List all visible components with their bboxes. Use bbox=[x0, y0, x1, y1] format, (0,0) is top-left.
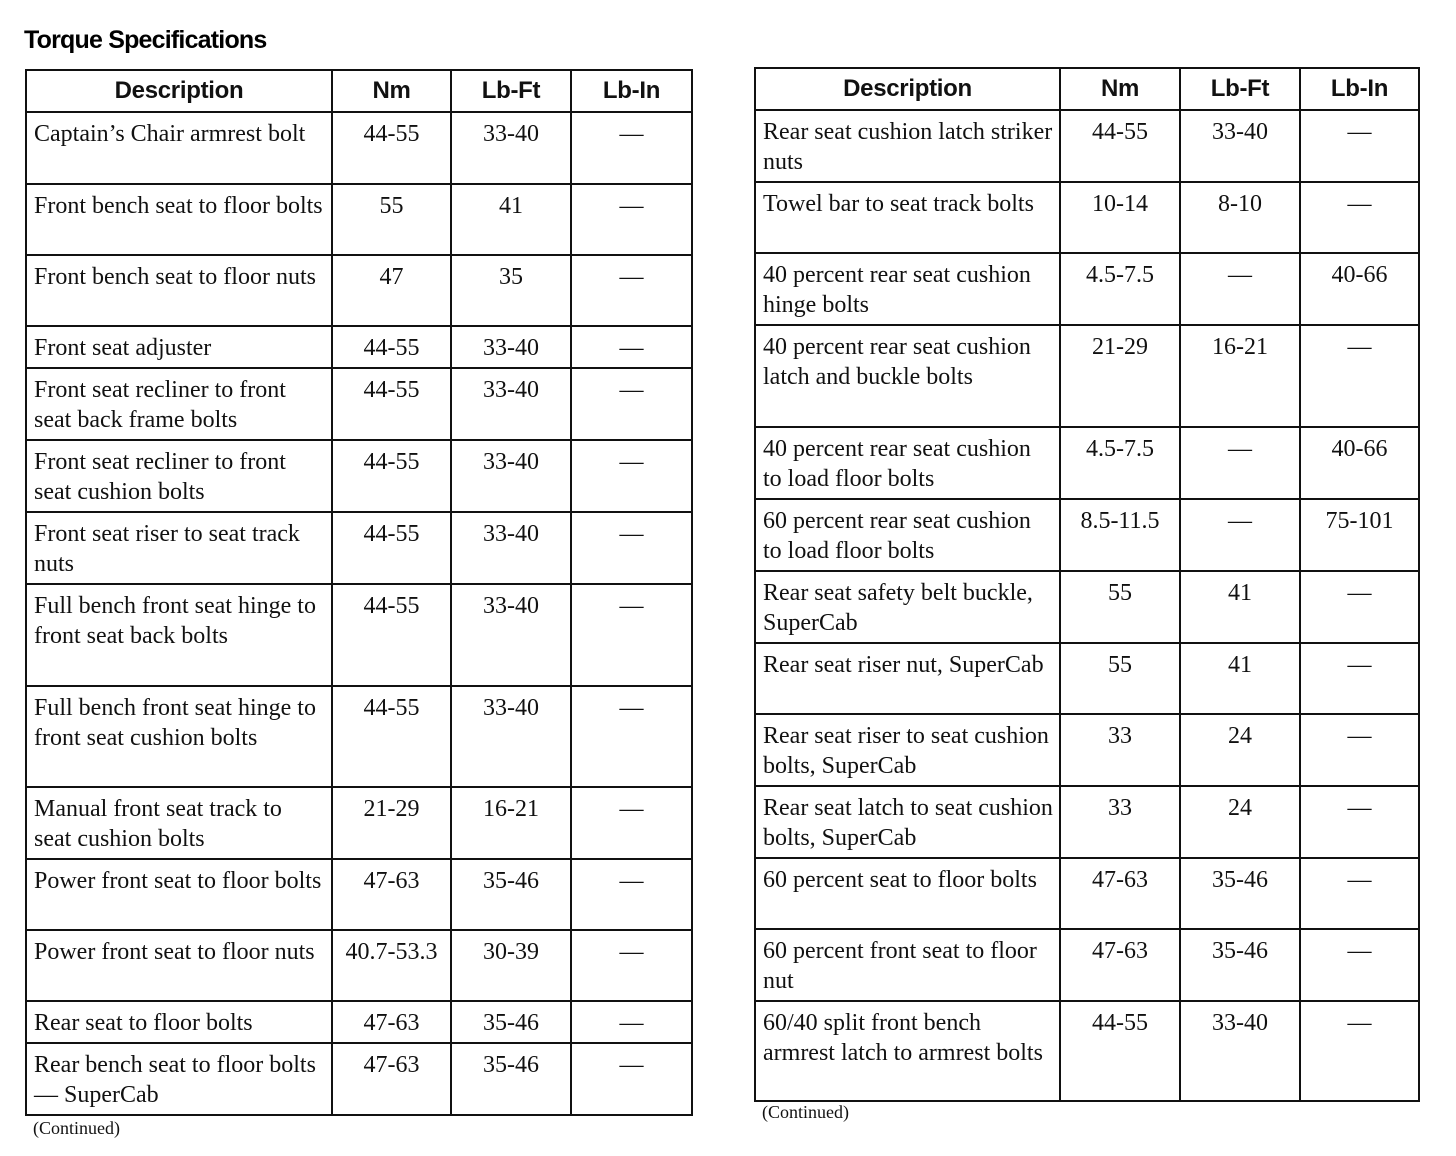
table-row bbox=[755, 858, 1419, 929]
page-title: Torque Specifications bbox=[24, 26, 267, 54]
lbft-cell: 16-21 bbox=[1180, 325, 1300, 427]
description-cell: Towel bar to seat track bolts bbox=[755, 182, 1060, 253]
lbin-cell: — bbox=[571, 686, 692, 787]
torque-table-left bbox=[25, 69, 693, 1116]
description-cell: 40 percent rear seat cushion hinge bolts bbox=[755, 253, 1060, 325]
table-header-row bbox=[755, 68, 1419, 110]
column-header-nm: Nm bbox=[332, 70, 451, 112]
description-cell: Front seat recliner to front seat back frame bolts bbox=[26, 368, 332, 440]
table-row bbox=[755, 253, 1419, 325]
table-row bbox=[755, 182, 1419, 253]
nm-cell: 10-14 bbox=[1060, 182, 1180, 253]
nm-cell: 47 bbox=[332, 255, 451, 326]
table-row bbox=[26, 440, 692, 512]
description-cell: Rear seat safety belt buckle, SuperCab bbox=[755, 571, 1060, 643]
nm-cell: 44-55 bbox=[332, 686, 451, 787]
nm-cell: 44-55 bbox=[332, 326, 451, 368]
nm-cell: 40.7-53.3 bbox=[332, 930, 451, 1001]
lbin-cell: — bbox=[1300, 643, 1419, 714]
lbft-cell: 35-46 bbox=[451, 1043, 571, 1115]
nm-cell: 47-63 bbox=[1060, 929, 1180, 1001]
nm-cell: 55 bbox=[332, 184, 451, 255]
table-row bbox=[26, 930, 692, 1001]
nm-cell: 55 bbox=[1060, 571, 1180, 643]
nm-cell: 33 bbox=[1060, 786, 1180, 858]
lbft-cell: 35-46 bbox=[451, 1001, 571, 1043]
column-header-lbin: Lb-In bbox=[1300, 68, 1419, 110]
table-row bbox=[26, 1001, 692, 1043]
lbft-cell: 16-21 bbox=[451, 787, 571, 859]
lbin-cell: — bbox=[1300, 714, 1419, 786]
column-header-nm: Nm bbox=[1060, 68, 1180, 110]
description-cell: Front bench seat to floor nuts bbox=[26, 255, 332, 326]
lbin-cell: — bbox=[571, 584, 692, 686]
lbin-cell: — bbox=[1300, 571, 1419, 643]
lbft-cell: 24 bbox=[1180, 786, 1300, 858]
lbft-cell: — bbox=[1180, 253, 1300, 325]
description-cell: Front seat adjuster bbox=[26, 326, 332, 368]
lbft-cell: 35 bbox=[451, 255, 571, 326]
nm-cell: 4.5-7.5 bbox=[1060, 253, 1180, 325]
lbin-cell: — bbox=[571, 1001, 692, 1043]
continued-note-left: (Continued) bbox=[33, 1118, 120, 1138]
table-row bbox=[26, 859, 692, 930]
lbin-cell: — bbox=[571, 930, 692, 1001]
nm-cell: 44-55 bbox=[332, 112, 451, 184]
lbft-cell: 8-10 bbox=[1180, 182, 1300, 253]
description-cell: Front bench seat to floor bolts bbox=[26, 184, 332, 255]
nm-cell: 21-29 bbox=[1060, 325, 1180, 427]
lbin-cell: — bbox=[1300, 182, 1419, 253]
column-header-lbft: Lb-Ft bbox=[451, 70, 571, 112]
lbin-cell: — bbox=[571, 512, 692, 584]
lbin-cell: — bbox=[1300, 325, 1419, 427]
lbin-cell: — bbox=[1300, 929, 1419, 1001]
lbin-cell: 40-66 bbox=[1300, 427, 1419, 499]
description-cell: Manual front seat track to seat cushion bolts bbox=[26, 787, 332, 859]
lbin-cell: — bbox=[571, 368, 692, 440]
description-cell: Front seat riser to seat track nuts bbox=[26, 512, 332, 584]
nm-cell: 47-63 bbox=[332, 1001, 451, 1043]
lbft-cell: 33-40 bbox=[451, 584, 571, 686]
lbft-cell: 30-39 bbox=[451, 930, 571, 1001]
description-cell: Captain’s Chair armrest bolt bbox=[26, 112, 332, 184]
table-row bbox=[26, 184, 692, 255]
column-header-lbin: Lb-In bbox=[571, 70, 692, 112]
table-row bbox=[755, 110, 1419, 182]
description-cell: Full bench front seat hinge to front seat back bolts bbox=[26, 584, 332, 686]
description-cell: Rear seat latch to seat cushion bolts, SuperCab bbox=[755, 786, 1060, 858]
description-cell: Rear seat riser to seat cushion bolts, SuperCab bbox=[755, 714, 1060, 786]
nm-cell: 44-55 bbox=[332, 440, 451, 512]
table-row bbox=[755, 643, 1419, 714]
lbft-cell: 33-40 bbox=[451, 440, 571, 512]
table-row bbox=[26, 255, 692, 326]
description-cell: Rear bench seat to floor bolts — SuperCab bbox=[26, 1043, 332, 1115]
table-row bbox=[755, 427, 1419, 499]
lbin-cell: — bbox=[1300, 1001, 1419, 1101]
lbin-cell: — bbox=[1300, 858, 1419, 929]
nm-cell: 33 bbox=[1060, 714, 1180, 786]
lbft-cell: 35-46 bbox=[1180, 929, 1300, 1001]
nm-cell: 44-55 bbox=[1060, 1001, 1180, 1101]
lbin-cell: — bbox=[571, 440, 692, 512]
lbin-cell: — bbox=[571, 326, 692, 368]
description-cell: Front seat recliner to front seat cushion bolts bbox=[26, 440, 332, 512]
table-row bbox=[26, 1043, 692, 1115]
table-row bbox=[26, 112, 692, 184]
table-row bbox=[755, 714, 1419, 786]
nm-cell: 47-63 bbox=[1060, 858, 1180, 929]
lbft-cell: 33-40 bbox=[1180, 1001, 1300, 1101]
nm-cell: 44-55 bbox=[332, 368, 451, 440]
lbft-cell: 35-46 bbox=[451, 859, 571, 930]
description-cell: Rear seat riser nut, SuperCab bbox=[755, 643, 1060, 714]
column-header-description: Description bbox=[755, 68, 1060, 110]
table-row bbox=[26, 512, 692, 584]
lbin-cell: 75-101 bbox=[1300, 499, 1419, 571]
lbft-cell: 33-40 bbox=[451, 686, 571, 787]
table-row bbox=[755, 325, 1419, 427]
table-row bbox=[755, 499, 1419, 571]
lbft-cell: 35-46 bbox=[1180, 858, 1300, 929]
lbin-cell: — bbox=[571, 859, 692, 930]
nm-cell: 47-63 bbox=[332, 859, 451, 930]
lbin-cell: — bbox=[571, 787, 692, 859]
lbft-cell: 33-40 bbox=[1180, 110, 1300, 182]
lbin-cell: — bbox=[1300, 110, 1419, 182]
description-cell: 60/40 split front bench armrest latch to armrest bolts bbox=[755, 1001, 1060, 1101]
lbin-cell: — bbox=[571, 255, 692, 326]
lbft-cell: — bbox=[1180, 499, 1300, 571]
table-row bbox=[755, 786, 1419, 858]
description-cell: 60 percent rear seat cushion to load floor bolts bbox=[755, 499, 1060, 571]
description-cell: 40 percent rear seat cushion latch and buckle bolts bbox=[755, 325, 1060, 427]
column-header-lbft: Lb-Ft bbox=[1180, 68, 1300, 110]
lbft-cell: 33-40 bbox=[451, 326, 571, 368]
description-cell: 60 percent seat to floor bolts bbox=[755, 858, 1060, 929]
torque-table-right bbox=[754, 67, 1420, 1102]
table-row bbox=[755, 1001, 1419, 1101]
lbft-cell: 33-40 bbox=[451, 512, 571, 584]
description-cell: Rear seat to floor bolts bbox=[26, 1001, 332, 1043]
table-row bbox=[755, 571, 1419, 643]
description-cell: Full bench front seat hinge to front seat cushion bolts bbox=[26, 686, 332, 787]
lbft-cell: 24 bbox=[1180, 714, 1300, 786]
column-header-description: Description bbox=[26, 70, 332, 112]
lbft-cell: — bbox=[1180, 427, 1300, 499]
lbin-cell: 40-66 bbox=[1300, 253, 1419, 325]
nm-cell: 4.5-7.5 bbox=[1060, 427, 1180, 499]
table-row bbox=[755, 929, 1419, 1001]
nm-cell: 8.5-11.5 bbox=[1060, 499, 1180, 571]
nm-cell: 47-63 bbox=[332, 1043, 451, 1115]
table-row bbox=[26, 368, 692, 440]
lbft-cell: 41 bbox=[451, 184, 571, 255]
nm-cell: 44-55 bbox=[332, 512, 451, 584]
nm-cell: 44-55 bbox=[1060, 110, 1180, 182]
table-row bbox=[26, 787, 692, 859]
continued-note-right: (Continued) bbox=[762, 1102, 849, 1122]
lbft-cell: 33-40 bbox=[451, 368, 571, 440]
table-header-row bbox=[26, 70, 692, 112]
lbin-cell: — bbox=[571, 112, 692, 184]
lbin-cell: — bbox=[571, 1043, 692, 1115]
nm-cell: 21-29 bbox=[332, 787, 451, 859]
nm-cell: 44-55 bbox=[332, 584, 451, 686]
description-cell: Power front seat to floor bolts bbox=[26, 859, 332, 930]
lbft-cell: 33-40 bbox=[451, 112, 571, 184]
lbft-cell: 41 bbox=[1180, 571, 1300, 643]
description-cell: 60 percent front seat to floor nut bbox=[755, 929, 1060, 1001]
lbin-cell: — bbox=[571, 184, 692, 255]
table-row bbox=[26, 584, 692, 686]
nm-cell: 55 bbox=[1060, 643, 1180, 714]
description-cell: Power front seat to floor nuts bbox=[26, 930, 332, 1001]
table-row bbox=[26, 326, 692, 368]
lbin-cell: — bbox=[1300, 786, 1419, 858]
description-cell: Rear seat cushion latch striker nuts bbox=[755, 110, 1060, 182]
lbft-cell: 41 bbox=[1180, 643, 1300, 714]
description-cell: 40 percent rear seat cushion to load floor bolts bbox=[755, 427, 1060, 499]
table-row bbox=[26, 686, 692, 787]
